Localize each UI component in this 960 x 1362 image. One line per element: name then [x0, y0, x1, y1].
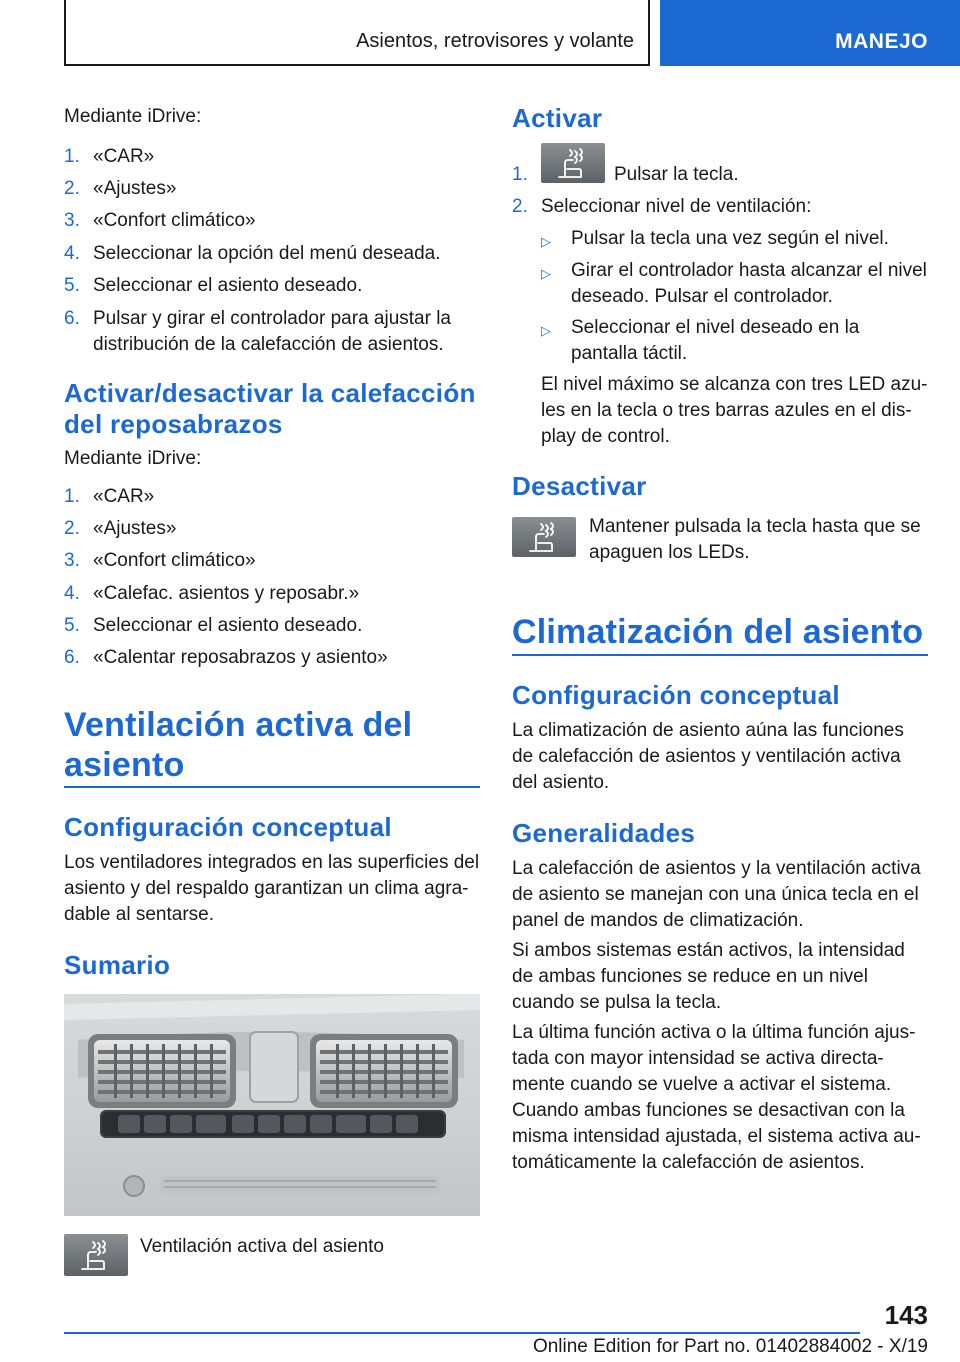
seat-ventilation-icon: [64, 1234, 128, 1276]
list-item: [64, 613, 480, 639]
list-number: 6.: [64, 647, 80, 668]
bullet-text: Seleccionar el nivel deseado en la pantalla táctil.: [571, 317, 860, 364]
bullet-text: Pulsar la tecla una vez según el nivel.: [571, 228, 889, 249]
general-paragraph: La última función activa o la última función ajus-tada con mayor intensidad se activa directa-mente cuando se vuelve a activar el sistema. Cuando ambas funciones se desactivan con la misma intensidad ajustada, el sistema activa au-tomáticamente la calefacción de asientos.: [512, 1022, 921, 1173]
section-title-box: [64, 0, 650, 66]
bullet-text: Girar el controlador hasta alcanzar el nivel deseado. Pulsar el controlador.: [571, 260, 927, 307]
concept-text: La climatización de asiento aúna las funciones de calefacción de asientos y ventilación activa del asiento.: [512, 720, 904, 793]
chapter-tab[interactable]: [660, 0, 960, 66]
list-text: Pulsar la tecla.: [614, 164, 739, 185]
footer-rule: [64, 1332, 860, 1334]
list-item: [64, 208, 480, 234]
max-level-text: El nivel máximo se alcanza con tres LED azu-les en la tecla o tres barras azules en el dis-play de control.: [541, 374, 928, 447]
list-text: «Confort climático»: [93, 550, 256, 571]
seat-ventilation-icon: [541, 143, 605, 183]
list-item: [512, 194, 928, 220]
page-number: 143: [884, 1300, 928, 1330]
list-number: 5.: [64, 615, 80, 636]
list-item: [64, 645, 480, 671]
list-item: [64, 176, 480, 202]
heading-ventilation: Ventilación activa del asiento: [64, 706, 413, 784]
heading-summary: Sumario: [64, 950, 171, 980]
heading-concept: Configuración conceptual: [512, 680, 840, 710]
list-item: [64, 484, 480, 510]
intro-text: Mediante iDrive:: [64, 106, 202, 127]
list-item: [64, 306, 480, 358]
heading-climate: Climatización del asiento: [512, 613, 924, 651]
list-text: «Calefac. asientos y reposabr.»: [93, 583, 360, 604]
section-title: Asientos, retrovisores y volante: [356, 30, 634, 52]
list-text: Pulsar y girar el controlador para ajustar la distribución de la calefacción de asientos.: [93, 308, 452, 355]
list-number: 2.: [64, 518, 80, 539]
bullet-triangle-icon: ▷: [541, 323, 551, 338]
list-text: «CAR»: [93, 486, 155, 507]
list-text: Seleccionar el asiento deseado.: [93, 275, 363, 296]
climate-panel-illustration: [64, 994, 480, 1216]
bullet-item: [541, 226, 931, 252]
chapter-title: MANEJO: [835, 30, 928, 53]
bullet-triangle-icon: ▷: [541, 266, 551, 281]
list-item: [64, 548, 480, 574]
heading-concept: Configuración conceptual: [64, 812, 392, 842]
seat-ventilation-icon: [512, 517, 576, 557]
figure-caption: Ventilación activa del asiento: [140, 1236, 384, 1257]
climate-panel-photo: [64, 994, 480, 1216]
footer-edition: Online Edition for Part no. 01402884002 - X/19: [532, 1336, 928, 1357]
list-text: «Ajustes»: [93, 518, 177, 539]
list-number: 1.: [512, 164, 528, 185]
list-number: 1.: [64, 486, 80, 507]
page-header: [0, 0, 960, 66]
list-text: «Calentar reposabrazos y asiento»: [93, 647, 388, 668]
heading-activate: Activar: [512, 103, 603, 133]
heading-deactivate: Desactivar: [512, 471, 647, 501]
list-item: [64, 273, 480, 299]
list-number: 5.: [64, 275, 80, 296]
list-text: Seleccionar el asiento deseado.: [93, 615, 363, 636]
list-number: 2.: [64, 178, 80, 199]
list-number: 1.: [64, 146, 80, 167]
list-item: [64, 144, 480, 170]
bullet-item: [541, 315, 931, 367]
heading-armrest: Activar/desactivar la calefacción del reposabrazos: [64, 378, 476, 439]
heading-general: Generalidades: [512, 818, 696, 848]
list-number: 6.: [64, 308, 80, 329]
list-number: 3.: [64, 210, 80, 231]
list-text: «Confort climático»: [93, 210, 256, 231]
list-text: «CAR»: [93, 146, 155, 167]
list-item: [64, 581, 480, 607]
list-text: Seleccionar nivel de ventilación:: [541, 196, 812, 217]
bullet-item: [541, 258, 931, 310]
general-paragraph: Si ambos sistemas están activos, la intensidad de ambas funciones se reduce en un nivel cuando se pulsa la tecla.: [512, 940, 905, 1013]
deactivate-text: Mantener pulsada la tecla hasta que se apaguen los LEDs.: [589, 516, 921, 563]
heading-rule: [512, 654, 928, 656]
bullet-triangle-icon: ▷: [541, 234, 551, 249]
list-number: 4.: [64, 583, 80, 604]
list-item: [64, 241, 480, 267]
list-item: [64, 516, 480, 542]
list-number: 2.: [512, 196, 528, 217]
list-text: Seleccionar la opción del menú deseada.: [93, 243, 441, 264]
list-text: «Ajustes»: [93, 178, 177, 199]
general-paragraph: La calefacción de asientos y la ventilación activa de asiento se manejan con una única tecla en el panel de mandos de climatización.: [512, 858, 921, 931]
list-number: 4.: [64, 243, 80, 264]
list-number: 3.: [64, 550, 80, 571]
heading-rule: [64, 786, 480, 788]
concept-text: Los ventiladores integrados en las superficies del asiento y del respaldo garantizan un clima agra-dable al sentarse.: [64, 852, 480, 925]
list-item: [512, 162, 928, 188]
intro-text: Mediante iDrive:: [64, 448, 202, 469]
